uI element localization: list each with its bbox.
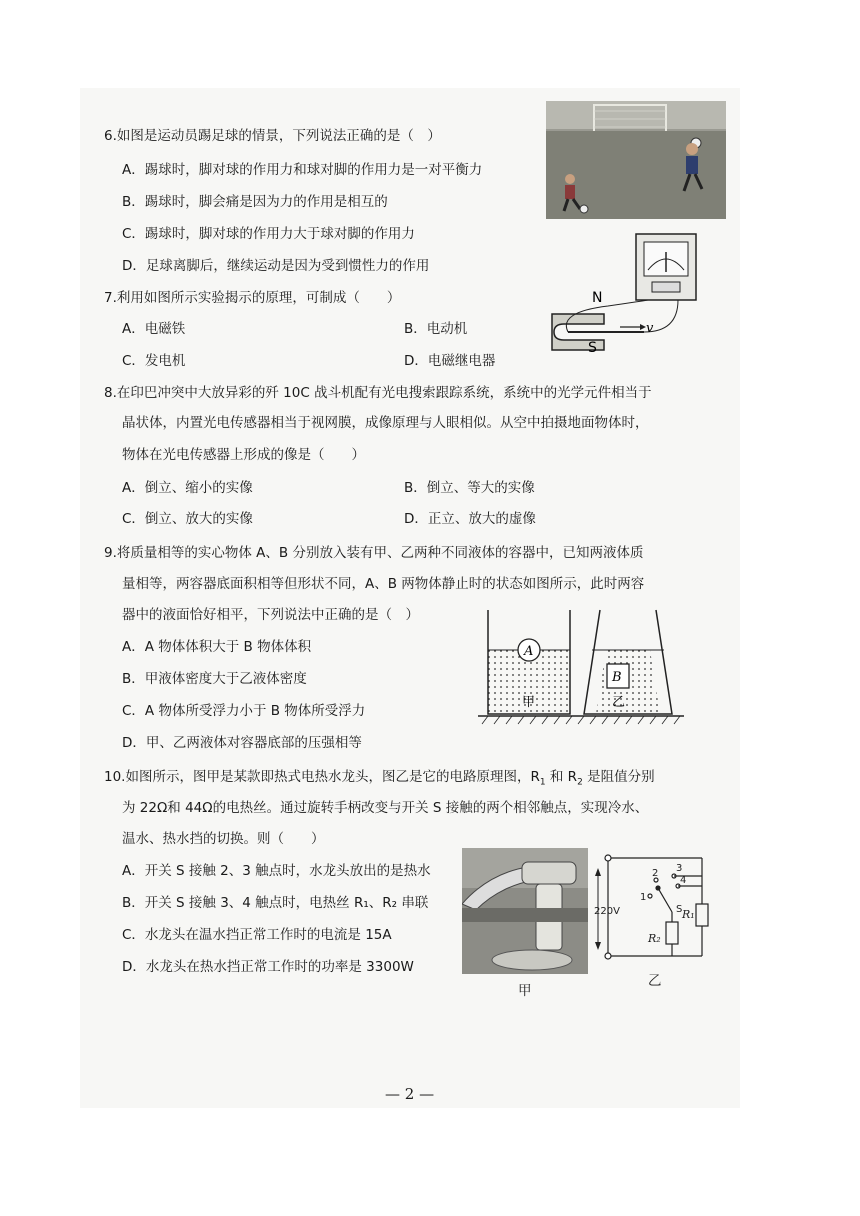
contact-4-label: 4 (680, 875, 687, 886)
q10-option-c: C．水龙头在温水挡正常工作时的电流是 15A (122, 927, 392, 943)
contact-1-label: 1 (640, 892, 647, 903)
q7-option-b: B．电动机 (404, 321, 468, 337)
q9-line2: 量相等，两容器底面积相等但形状不同，A、B 两物体静止时的状态如图所示，此时两容 (122, 576, 645, 592)
circuit-caption-yi: 乙 (648, 973, 662, 989)
q8-line2: 晶状体，内置光电传感器相当于视网膜，成像原理与人眼相似。从空中拍摄地面物体时， (122, 415, 649, 431)
q6-option-c: C．踢球时，脚对球的作用力大于球对脚的作用力 (122, 226, 415, 242)
q7-stem: 7.利用如图所示实验揭示的原理，可制成（ ） (104, 290, 401, 306)
q6-option-d: D．足球离脚后，继续运动是因为受到惯性力的作用 (122, 258, 430, 274)
contact-2-label: 2 (652, 868, 659, 879)
switch-label: S (676, 904, 683, 915)
soccer-picture (546, 101, 726, 219)
containers-figure (474, 606, 688, 728)
container-yi-label: 乙 (612, 695, 626, 710)
r1-label: R₁ (682, 908, 695, 921)
q8-option-c: C．倒立、放大的实像 (122, 511, 253, 527)
q6-stem: 6.如图是运动员踢足球的情景，下列说法正确的是（ ） (104, 128, 441, 144)
r2-label: R₂ (648, 932, 661, 945)
q8-option-a: A．倒立、缩小的实像 (122, 480, 253, 496)
q9-option-b: B．甲液体密度大于乙液体密度 (122, 671, 307, 687)
q9-option-c: C．A 物体所受浮力小于 B 物体所受浮力 (122, 703, 366, 719)
object-a-label: A (524, 644, 534, 659)
faucet-photo (462, 848, 588, 974)
q8-option-b: B．倒立、等大的实像 (404, 480, 535, 496)
circuit-diagram (592, 852, 720, 968)
q8-option-d: D．正立、放大的虚像 (404, 511, 536, 527)
q8-line3: 物体在光电传感器上形成的像是（ ） (122, 447, 365, 463)
q10-line1: 10.如图所示，图甲是某款即热式电热水龙头，图乙是它的电路原理图，$R_1$ 和 $R_2$ 是阻值分别 (104, 769, 655, 788)
voltage-label: 220V (594, 906, 620, 917)
q10-option-a: A．开关 S 接触 2、3 触点时，水龙头放出的是热水 (122, 863, 431, 879)
q10-line3: 温水、热水挡的切换。则（ ） (122, 831, 325, 847)
q7-option-c: C．发电机 (122, 353, 186, 369)
contact-3-label: 3 (676, 863, 683, 874)
q10-line2: 为 22Ω和 44Ω的电热丝。通过旋转手柄改变与开关 S 接触的两个相邻触点，实现冷水、 (122, 800, 649, 816)
q9-option-d: D．甲、乙两液体对容器底部的压强相等 (122, 735, 362, 751)
q9-option-a: A．A 物体体积大于 B 物体体积 (122, 639, 312, 655)
q6-option-b: B．踢球时，脚会痛是因为力的作用是相互的 (122, 194, 388, 210)
magnet-south-label: S (588, 340, 597, 354)
q6-option-a: A．踢球时，脚对球的作用力和球对脚的作用力是一对平衡力 (122, 162, 483, 178)
induction-experiment-figure (548, 232, 700, 354)
q7-option-d: D．电磁继电器 (404, 353, 496, 369)
q9-line1: 9.将质量相等的实心物体 A、B 分别放入装有甲、乙两种不同液体的容器中，已知两液体质 (104, 545, 644, 561)
magnet-north-label: N (592, 290, 603, 306)
q10-option-d: D．水龙头在热水挡正常工作时的功率是 3300W (122, 959, 414, 975)
q10-option-b: B．开关 S 接触 3、4 触点时，电热丝 R₁、R₂ 串联 (122, 895, 429, 911)
velocity-label: v (646, 321, 654, 336)
q8-line1: 8.在印巴冲突中大放异彩的歼 10C 战斗机配有光电搜索跟踪系统，系统中的光学元件相当于 (104, 385, 652, 401)
q9-line3: 器中的液面恰好相平，下列说法中正确的是（ ） (122, 607, 419, 623)
page-number: — 2 — (385, 1085, 435, 1103)
container-jia-label: 甲 (522, 695, 536, 710)
object-b-label: B (612, 670, 622, 685)
photo-caption-jia: 甲 (518, 983, 532, 999)
q7-option-a: A．电磁铁 (122, 321, 186, 337)
